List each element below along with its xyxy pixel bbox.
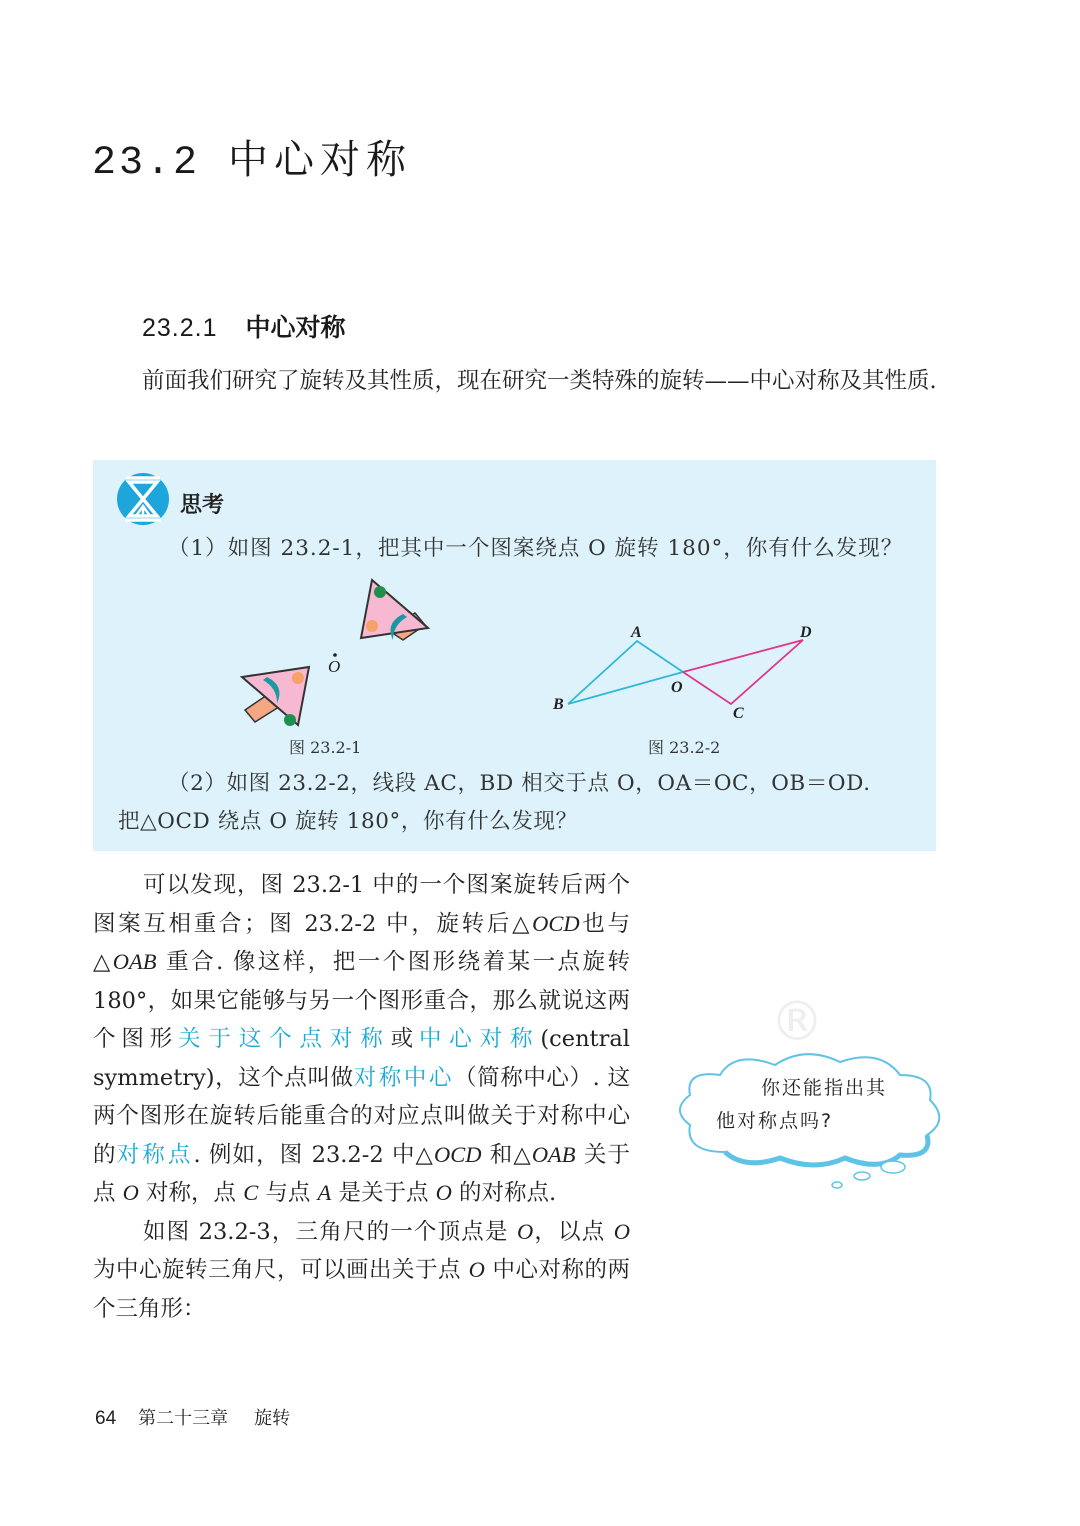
question-1: （1）如图 23.2-1，把其中一个图案绕点 O 旋转 180°，你有什么发现？: [168, 536, 904, 561]
text-run: 可以发现，图 23.2-1 中的一个图案旋转后两个图案互相重合；图 23.2-2 中，旋转后△: [93, 872, 630, 937]
math-symbol: C: [243, 1180, 259, 1205]
subsection-title-text: 中心对称: [245, 313, 346, 342]
text-run: 重合. 像这样，把一个图形绕着某一点旋转 180°，如果它能够与另一个图形重合，那么就说这两个图形: [93, 949, 630, 1052]
body-text: [93, 866, 630, 1328]
chapter-title: 旋转: [254, 1408, 291, 1429]
highlighted-term: 对称点: [116, 1141, 194, 1168]
text-run: （简称中心）. 这两个图形在旋转后能重合的对应点叫做关于对称中心的: [93, 1064, 630, 1168]
math-symbol: O: [435, 1180, 452, 1205]
text-run: 如图 23.2-3，三角尺的一个顶点是: [143, 1218, 517, 1245]
svg-text:A: A: [631, 624, 642, 641]
figure-1-caption: 图 23.2-1: [289, 738, 362, 757]
math-symbol: O: [468, 1257, 485, 1282]
question-2-line-2: 把△OCD 绕点 O 旋转 180°，你有什么发现？: [118, 809, 578, 834]
highlighted-term: 对称中心: [353, 1064, 455, 1091]
section-number: 23.2: [92, 141, 201, 186]
paragraph-central-symmetry-definition: [93, 866, 630, 1213]
question-2: [118, 765, 918, 841]
paragraph-triangle-ruler: [93, 1213, 630, 1329]
text-run: 也与△: [93, 910, 630, 975]
page-footer: [95, 1404, 290, 1430]
chapter-label: 第二十三章: [138, 1408, 229, 1429]
text-run: 关于点: [93, 1141, 630, 1206]
svg-text:O: O: [671, 679, 683, 696]
figure-23-2-2: [545, 618, 835, 728]
text-run: 和△: [481, 1141, 532, 1168]
thought-cloud-line-2: 他对称点吗?: [716, 1110, 834, 1132]
thought-cloud-text: [716, 1072, 887, 1138]
lower-pattern: [242, 667, 309, 726]
math-symbol: O: [122, 1180, 139, 1205]
section-title-text: 中心对称: [228, 137, 413, 183]
highlighted-term: 关于这个点对称: [178, 1026, 391, 1052]
upper-pattern: [361, 580, 428, 640]
text-run: (central symmetry)，这个点叫做: [93, 1026, 630, 1091]
subsection-title: [142, 308, 346, 344]
math-symbol: A: [317, 1180, 332, 1205]
thought-cloud-line-1: 你还能指出其: [761, 1077, 888, 1099]
triangle-oab: [568, 641, 683, 704]
question-2-line-1: （2）如图 23.2-2，线段 AC，BD 相交于点 O，OA＝OC，OB＝OD.: [168, 771, 871, 796]
text-run: 中心对称的两个三角形：: [93, 1257, 630, 1322]
text-run: . 例如，图 23.2-2 中△: [193, 1141, 434, 1168]
text-run: 是关于点: [331, 1180, 436, 1206]
section-title: [92, 128, 412, 186]
text-run: 的对称点.: [451, 1180, 557, 1206]
text-run: ，以点: [533, 1218, 614, 1245]
figure-2-caption: 图 23.2-2: [648, 738, 721, 757]
svg-text:C: C: [733, 705, 744, 722]
svg-text:O: O: [328, 657, 341, 676]
think-label: 思考: [180, 493, 225, 518]
math-symbol: O: [613, 1218, 630, 1244]
text-run: 或: [390, 1026, 419, 1052]
math-symbol: OCD: [532, 910, 580, 936]
svg-text:B: B: [553, 696, 564, 713]
highlighted-term: 中心对称: [418, 1026, 541, 1052]
page-number: 64: [95, 1408, 117, 1429]
svg-text:D: D: [800, 624, 812, 641]
triangle-ocd: [683, 640, 803, 704]
figure-23-2-1: [235, 575, 435, 735]
text-run: 对称，点: [138, 1180, 244, 1206]
math-symbol: OAB: [112, 949, 157, 974]
subsection-number: 23.2.1: [142, 314, 218, 342]
text-run: 为中心旋转三角尺，可以画出关于点: [93, 1257, 469, 1283]
math-symbol: OAB: [531, 1141, 576, 1167]
registered-watermark: ®: [770, 990, 824, 1053]
text-run: 与点: [258, 1180, 318, 1206]
hourglass-think-icon: [116, 472, 170, 526]
math-symbol: O: [516, 1218, 534, 1244]
intro-paragraph: 前面我们研究了旋转及其性质，现在研究一类特殊的旋转——中心对称及其性质.: [142, 368, 937, 394]
math-symbol: OCD: [433, 1141, 482, 1167]
